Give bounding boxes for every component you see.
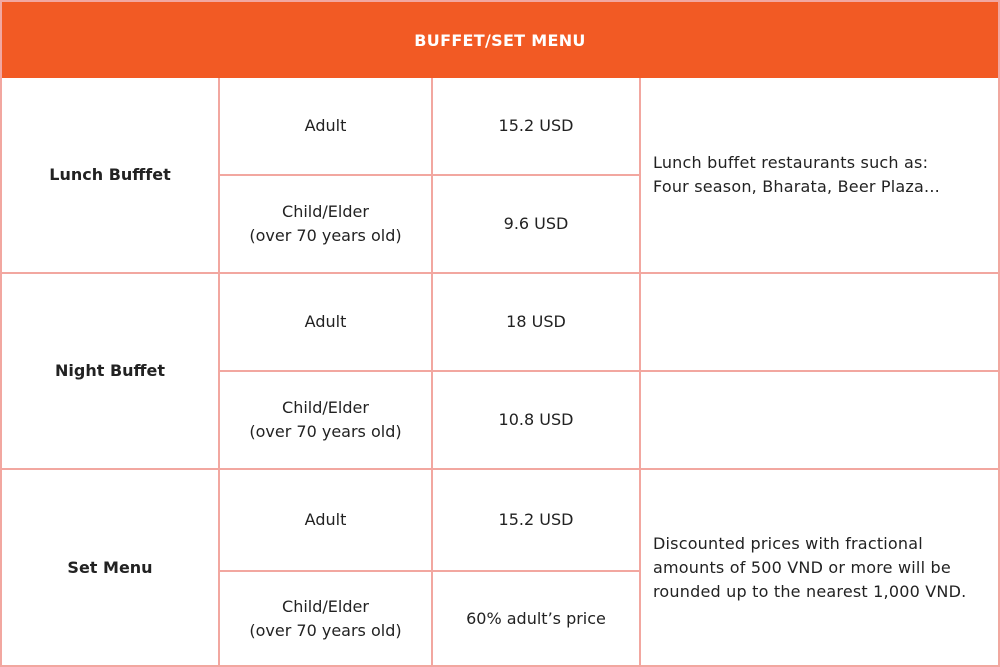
- set-child-price-cell: [433, 572, 641, 665]
- night-adult-label-cell: [220, 274, 433, 372]
- price-value: 15.2 USD: [498, 510, 574, 529]
- price-value: 9.6 USD: [503, 214, 569, 233]
- category-night-buffet: [2, 274, 220, 470]
- category-set-menu: [2, 470, 220, 665]
- category-lunch-buffet: [2, 78, 220, 274]
- guest-type-sublabel: (over 70 years old): [249, 226, 402, 245]
- lunch-child-label-cell: [220, 176, 433, 274]
- price-value: 15.2 USD: [498, 116, 574, 135]
- guest-type-label: Child/Elder: [282, 398, 369, 417]
- note-text: Four season, Bharata, Beer Plaza...: [653, 177, 940, 196]
- night-child-note-cell: [641, 372, 998, 470]
- night-child-price-cell: [433, 372, 641, 470]
- guest-type-label: Adult: [304, 312, 347, 331]
- night-child-label-cell: [220, 372, 433, 470]
- table-title: BUFFET/SET MENU: [414, 30, 586, 50]
- price-value: 18 USD: [506, 312, 566, 331]
- night-adult-note-cell: [641, 274, 998, 372]
- note-text: Discounted prices with fractional: [653, 533, 923, 553]
- set-adult-label-cell: [220, 470, 433, 572]
- lunch-adult-price-cell: [433, 78, 641, 176]
- note-text: amounts of 500 VND or more will be: [653, 557, 951, 577]
- guest-type-label: Adult: [304, 510, 347, 529]
- set-menu-note-cell: [641, 470, 998, 665]
- note-text: Lunch buffet restaurants such as:: [653, 153, 929, 172]
- category-label: Set Menu: [67, 557, 153, 577]
- guest-type-label: Child/Elder: [282, 596, 369, 616]
- category-label: Lunch Bufffet: [49, 165, 171, 184]
- guest-type-label: Child/Elder: [282, 202, 369, 221]
- price-value: 60% adult’s price: [466, 608, 606, 628]
- note-text: rounded up to the nearest 1,000 VND.: [653, 581, 967, 601]
- price-value: 10.8 USD: [498, 410, 574, 429]
- night-adult-price-cell: [433, 274, 641, 372]
- category-label: Night Buffet: [55, 361, 165, 380]
- guest-type-sublabel: (over 70 years old): [249, 422, 402, 441]
- lunch-child-price-cell: [433, 176, 641, 274]
- lunch-adult-label-cell: [220, 78, 433, 176]
- set-adult-price-cell: [433, 470, 641, 572]
- table-header: [2, 2, 998, 78]
- guest-type-label: Adult: [304, 116, 347, 135]
- guest-type-sublabel: (over 70 years old): [249, 620, 402, 640]
- lunch-note-cell: [641, 78, 998, 274]
- set-child-label-cell: [220, 572, 433, 665]
